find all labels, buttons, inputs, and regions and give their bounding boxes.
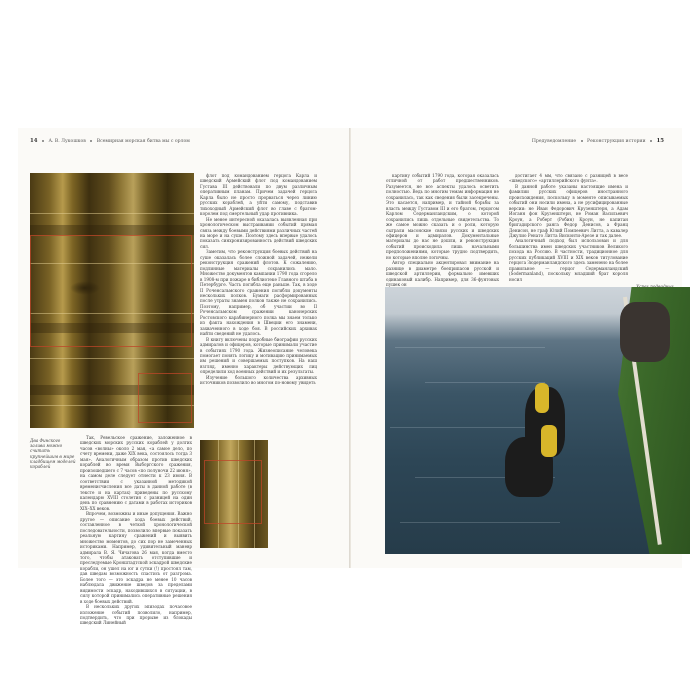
sonar-highlight-box <box>30 235 192 347</box>
paragraph: Не менее интересной оказалась выявленная при хронологическом выстраивании событий прямая связь между боевыми действиями различных частей на море и на суше. Поэтому здесь впервые удалось показать синхронизированность действий шведских сил. <box>200 216 317 249</box>
paragraph: Аналогичный подход был использован и для большинства имен шведских участников Великого похода на Россию. В частности, традиционное для русских публикаций XVIII и XIX веков титулование герцога Зюдерманландского здесь заменено на более правильное — герцог Седерманландский (Sodermanland), поскольку младший брат короля носил <box>509 238 628 282</box>
left-page-number: 14 <box>30 138 38 144</box>
chapter-title: Реконструкция истории <box>587 139 646 144</box>
separator-dot <box>650 140 652 142</box>
sonar-band <box>30 225 194 235</box>
paragraph: В книгу включены подробные биографии русских адмиралов и офицеров, которые принимали участие в событиях 1790 года. Жизнеописание человека помогает понять логику и мотивацию принимаемых им решений и совершаемых поступков. На наш взгляд, именно характеры действующих лиц определили ход военных действий и их результаты. <box>200 336 317 375</box>
paragraph: В данной работе указаны настоящие имена и фамилии русских офицеров иностранного происхождения, поскольку в моменте описываемых событий они носили имена, а не русифицированные версии: не Иван Федорович Крузенштерн, а Адам Иоганн фон Крузенштерн, не Роман Васильевич Кроун, а Роберт (Робин) Кроун, не капитан бригадирского ранга Федор Денисов, а Франц Денисон, не граф Юлий Помпеевич Литта, а кавалер Джулио Ренато Литта Висконти-Арезе и так далее. <box>509 183 628 238</box>
book-title: Всемирная морская битва мы с орлом <box>96 139 190 144</box>
diving-tank <box>541 425 557 457</box>
paragraph: Автор специально акцентировал внимание на разнице в диаметре боеприпасов русской и шведской артиллерии, формально имевших одинаковый калибр. Например, для 36-фунтовых пушек он <box>386 260 499 288</box>
wreck-silhouette <box>70 281 100 295</box>
divers-photo <box>385 287 683 554</box>
right-text-column-2 <box>509 173 628 281</box>
sonar-scan-line <box>30 213 194 214</box>
diving-tank <box>535 383 549 413</box>
paragraph: картину событий 1790 года, которая оказалась отличной от работ предшественников. Разумеется, не все аспекты удалось осветить полностью. Ведь по многим темам информация не сохранилась, так как сведения были засекречены. Это касается, например, и тайной борьбы за власть между Густавом III и его братом, герцогом Карлом Седерманландским, о которой сохранились лишь отдельные свидетельства. То же самое можно сказать и о роли, которую сыграли масонские связи русских и шведских офицеров и адмиралов. Документальные материалы до нас не дошли, и реконструкция событий происходила лишь начальными предположениями, которые трудно подтвердить, но которые вполне логичны. <box>386 173 499 260</box>
section-title: Предуведомление <box>531 139 577 144</box>
separator-dot <box>90 140 92 142</box>
paragraph: Впрочем, возможны и иные допущения. Важно другое — описание хода боевых действий, составленное в четкой хронологической последовательности, позволило впервые показать реальную картину сражений и выявить множество моментов, до сих пор не замеченных историками. Например, удивительный маневр адмирала В. Я. Чичагова 26 мая, когда вместо того, чтобы атаковать отступившие и преследуемые Кронштадтской эскадрой шведские корабли, он ушел на юг и сутки (!) простоял там, дав шведам возможность спастись от разгрома. Более того — это эскадра не менее 10 часов наблюдала движение шведов за пределами видимости эскадр, находившихся в ситуации, в силу которой принимались оперативные решения в ходе боевых действий. <box>80 511 192 604</box>
left-photo-caption: Два Финского залива можно считать крупнейшим в мире кладбищем моделей кораблей <box>30 438 76 470</box>
sonar-scan-image-large <box>30 173 194 428</box>
book-gutter <box>349 128 351 568</box>
paragraph: достигает 4 мм, что связано с разницей в весе «шведского» «артиллерийского фунта». <box>509 173 628 184</box>
sonar-scan-line <box>30 358 194 359</box>
paragraph: Заметим, что реконструкция боевых действий на суше оказалась более сложной задачей, нежели реконструкция сражений флотов. К сожалению, подлинные материалы сохранились мало. Множество документов кампании 1790 года сгорело в 1908-м при пожаре в библиотеке Главного штаба в Петербурге. Часть погибла еще раньше. Так, в ходе II Роченсальмского сражения погибли документы нескольких полков. Бумаги расформированных после утраты знамен полков также не сохранились. Поэтому, например, об участии во II Роченсальмском сражении канонерских Ростовского карабинерного полка мы знаем только из факта нахождения в Швеции его знамени, захваченного в ходе боя. В российских архивах найти сведений не удалось. <box>200 249 317 337</box>
paragraph: В нескольких других эпизодах почасовое изложение событий позволило, например, подтвердить, что при прорыве из блокады шведский Линейный <box>80 604 192 626</box>
water-ripple <box>400 522 560 523</box>
paragraph: Изучение большого количества архивных источников позволило во многом по-новому увидеть <box>200 374 317 386</box>
author-name: А. В. Лукошков <box>48 139 86 144</box>
sonar-scan-image-small <box>200 440 268 548</box>
right-text-column-1 <box>386 173 499 288</box>
right-running-head <box>532 138 664 144</box>
sonar-highlight-box <box>138 373 192 423</box>
crew-member <box>620 302 670 362</box>
sonar-highlight-box <box>204 460 262 524</box>
paragraph: Так, Ревельское сражение, заложенное в шведских морских русских кораблей у долгих часов «волны» около 2 мая, «а самое дело, по счету времени, даже XIX века, состоялось тогда 3 мая». Аналогичным образом против шведских кораблей во время Выборгского сражения, произошедшего с 7 часов «по полуночи 22 июня», на самом деле следует отнести к 23 июня. В соответствии с указанной методикой временисчисления все даты в данной работе (в тексте и на картах) приведены по русскому календарю XVIII столетия с разницей на один день по сравнению с датами в работах историков XIX–XX веков. <box>80 435 192 511</box>
left-text-column-1 <box>80 435 192 626</box>
right-page-number: 15 <box>656 138 664 144</box>
paragraph: флот под командованием герцога Карла и шведский Армейский флот под командованием Густава III действовали по двум различным оперативным планам. Причем задачей герцога Карла было не просто прорваться через линию русских кораблей, а уйти самому, подставив тихоходный Армейский флот во главе с братом-королем под смертельный удар противника. <box>200 173 317 217</box>
left-running-head <box>30 138 190 144</box>
water-ripple <box>395 347 545 348</box>
water-ripple <box>425 382 545 383</box>
separator-dot <box>581 140 583 142</box>
left-text-column-2 <box>200 173 317 435</box>
separator-dot <box>42 140 44 142</box>
